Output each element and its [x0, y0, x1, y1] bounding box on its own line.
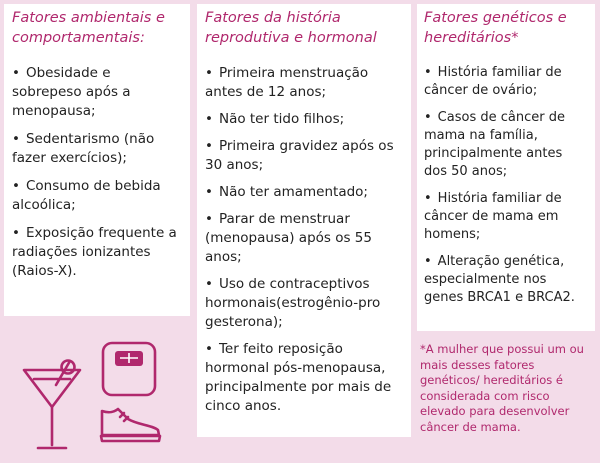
list-item: [12, 130, 182, 168]
bullet: •: [12, 131, 20, 147]
list-item: [12, 224, 182, 281]
bullet: •: [424, 110, 432, 125]
list-item: [205, 275, 403, 332]
list-item-text: Casos de câncer de mama na família, principalmente antes dos 50 anos;: [424, 110, 565, 179]
list-item-text: História familiar de câncer de ovário;: [424, 65, 562, 98]
list-item: [205, 110, 403, 129]
sneaker-icon: [98, 403, 164, 445]
list-item-text: Consumo de bebida alcoólica;: [12, 178, 161, 213]
list-item-text: Sedentarismo (não fazer exercícios);: [12, 131, 155, 166]
list-item: [424, 109, 589, 181]
bullet: •: [205, 111, 213, 127]
bullet: •: [205, 341, 213, 357]
reproductive-factors-list: [205, 64, 403, 416]
list-item-text: História familiar de câncer de mama em homens;: [424, 191, 562, 242]
bullet: •: [12, 65, 20, 81]
bullet: •: [205, 65, 213, 81]
list-item-text: Uso de contraceptivos hormonais(estrogênio-pro gesterona);: [205, 276, 381, 330]
list-item: [424, 64, 589, 100]
footnote: *A mulher que possui um ou mais desses fatores genéticos/ hereditários é considerada com risco elevado para desenvolver câncer de mama.: [420, 342, 584, 434]
list-item: [205, 183, 403, 202]
list-item-text: Parar de menstruar (menopausa) após os 55 anos;: [205, 211, 372, 265]
bullet: •: [12, 225, 20, 241]
list-item: [205, 64, 403, 102]
genetic-factors-list: [424, 64, 589, 307]
scale-icon: [100, 340, 158, 398]
list-item-text: Exposição frequente a radiações ionizantes (Raios-X).: [12, 225, 177, 279]
genetic-factors-card: [417, 4, 595, 331]
environmental-factors-list: [12, 64, 182, 281]
bullet: •: [205, 211, 213, 227]
reproductive-factors-card: [197, 4, 411, 437]
list-item: [424, 253, 589, 307]
list-item: [205, 340, 403, 416]
list-item-text: Alteração genética, especialmente nos genes BRCA1 e BRCA2.: [424, 254, 575, 305]
list-item: [205, 137, 403, 175]
bullet: •: [12, 178, 20, 194]
reproductive-factors-title: Fatores da história reprodutiva e hormonal: [205, 10, 377, 46]
bullet: •: [205, 184, 213, 200]
list-item-text: Primeira menstruação antes de 12 anos;: [205, 65, 369, 100]
list-item-text: Obesidade e sobrepeso após a menopausa;: [12, 65, 131, 119]
list-item-text: Primeira gravidez após os 30 anos;: [205, 138, 394, 173]
bullet: •: [205, 276, 213, 292]
list-item-text: Não ter tido filhos;: [218, 111, 345, 127]
list-item-text: Não ter amamentado;: [218, 184, 368, 200]
list-item: [12, 177, 182, 215]
bullet: •: [424, 191, 432, 206]
bullet: •: [424, 254, 432, 269]
cocktail-icon: [22, 355, 82, 455]
environmental-factors-title: Fatores ambientais e comportamentais:: [12, 10, 165, 46]
list-item: [205, 210, 403, 267]
list-item-text: Ter feito reposição hormonal pós-menopausa, principalmente por mais de cinco anos.: [205, 341, 392, 414]
bullet: •: [424, 65, 432, 80]
list-item: [424, 190, 589, 244]
bullet: •: [205, 138, 213, 154]
list-item: [12, 64, 182, 121]
environmental-factors-card: [4, 4, 190, 316]
genetic-factors-title: Fatores genéticos e hereditários*: [424, 10, 567, 46]
